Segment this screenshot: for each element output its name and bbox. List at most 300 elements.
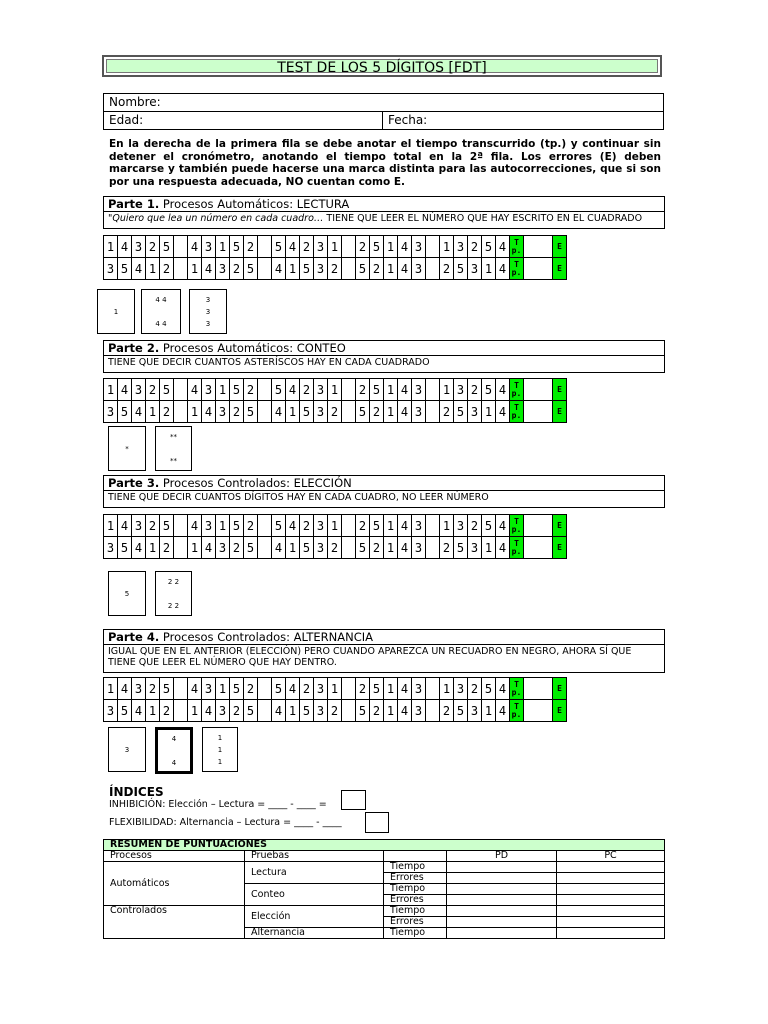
part-description (104, 645, 664, 669)
digit-cell: 1 (146, 537, 160, 559)
digit-cell: 4 (496, 537, 510, 559)
digit-cell: 2 (146, 678, 160, 700)
digit-cell: 4 (132, 537, 146, 559)
part-desc-quote: "Quiero que lea un número en cada cuadro… (108, 213, 324, 224)
digit-cell: 4 (202, 258, 216, 280)
time-entry-cell[interactable] (524, 236, 553, 258)
digit-cell: 4 (496, 401, 510, 423)
spacer-cell (426, 379, 440, 401)
digit-cell: 1 (384, 236, 398, 258)
digit-cell: 4 (286, 236, 300, 258)
digit-cell: 5 (272, 379, 286, 401)
digit-cell: 4 (132, 258, 146, 280)
digit-cell: 2 (146, 515, 160, 537)
pd-cell[interactable] (447, 906, 557, 917)
digit-cell: 3 (216, 258, 230, 280)
digit-cell: 5 (300, 537, 314, 559)
spacer-cell (342, 258, 356, 280)
digit-cell: 5 (160, 379, 174, 401)
digit-cell: 2 (328, 537, 342, 559)
digit-cell: 4 (398, 258, 412, 280)
part-3-header (103, 475, 665, 508)
spacer-cell (342, 379, 356, 401)
digit-cell: 1 (104, 515, 118, 537)
digit-cell: 4 (202, 700, 216, 722)
digit-cell: 5 (454, 401, 468, 423)
example-box (155, 571, 192, 616)
digit-cell: 2 (370, 700, 384, 722)
digit-cell: 1 (440, 678, 454, 700)
digit-cell: 5 (482, 379, 496, 401)
time-entry-cell[interactable] (524, 537, 553, 559)
pc-cell[interactable] (557, 884, 665, 895)
identification-box (103, 93, 664, 130)
metric-time: Tiempo (384, 928, 447, 939)
part-desc-text: TIENE QUE DECIR CUANTOS ASTERÍSCOS HAY EN CADA CUADRADO (108, 357, 430, 368)
digit-cell: 1 (286, 700, 300, 722)
digit-cell: 5 (118, 700, 132, 722)
digit-cell: 4 (132, 401, 146, 423)
part-3-digit-grid (103, 514, 567, 559)
example-box (141, 289, 181, 334)
digit-cell: 3 (454, 515, 468, 537)
spacer-cell (258, 700, 272, 722)
time-label-cell: T p. (510, 515, 524, 537)
spacer-cell (174, 700, 188, 722)
digit-cell: 4 (496, 515, 510, 537)
digit-cell: 3 (104, 258, 118, 280)
digit-cell: 5 (272, 515, 286, 537)
time-entry-cell[interactable] (524, 401, 553, 423)
digit-cell: 2 (440, 537, 454, 559)
spacer-cell (174, 236, 188, 258)
summary-heading: RESUMEN DE PUNTUACIONES (104, 840, 665, 851)
pc-cell[interactable] (557, 873, 665, 884)
time-label-cell: T p. (510, 379, 524, 401)
digit-cell: 1 (286, 537, 300, 559)
digit-cell: 5 (300, 258, 314, 280)
digit-cell: 1 (384, 379, 398, 401)
digit-cell: 3 (132, 236, 146, 258)
metric-time: Tiempo (384, 862, 447, 873)
digit-cell: 2 (244, 236, 258, 258)
spacer-cell (174, 678, 188, 700)
digit-cell: 1 (104, 379, 118, 401)
digit-cell: 1 (384, 515, 398, 537)
errors-label-cell: E (553, 258, 567, 280)
digit-cell: 1 (188, 258, 202, 280)
digit-cell: 4 (118, 515, 132, 537)
digit-cell: 2 (328, 258, 342, 280)
digit-cell: 4 (188, 236, 202, 258)
digit-cell: 2 (230, 258, 244, 280)
metric-errors: Errores (384, 895, 447, 906)
part-label: Parte 2. (108, 341, 160, 355)
digit-cell: 2 (160, 537, 174, 559)
process-controlled: Controlados (104, 906, 245, 939)
part-title (104, 341, 664, 356)
digit-cell: 4 (132, 700, 146, 722)
digit-cell: 5 (300, 700, 314, 722)
pc-cell[interactable] (557, 906, 665, 917)
digit-cell: 4 (188, 678, 202, 700)
digit-cell: 5 (356, 401, 370, 423)
digit-cell: 4 (118, 678, 132, 700)
digit-cell: 4 (496, 700, 510, 722)
part-name: Procesos Automáticos: CONTEO (162, 341, 346, 355)
digit-cell: 1 (216, 515, 230, 537)
test-lectura: Lectura (245, 862, 384, 884)
digit-cell: 5 (230, 678, 244, 700)
digit-cell: 2 (356, 379, 370, 401)
errors-label-cell: E (553, 515, 567, 537)
name-field[interactable]: Nombre: (109, 95, 161, 109)
spacer-cell (342, 700, 356, 722)
digit-cell: 5 (370, 236, 384, 258)
digit-cell: 1 (216, 379, 230, 401)
spacer-cell (426, 258, 440, 280)
digit-cell: 3 (468, 700, 482, 722)
digit-cell: 3 (468, 258, 482, 280)
digit-cell: 3 (412, 258, 426, 280)
digit-cell: 4 (398, 678, 412, 700)
digit-cell: 2 (328, 401, 342, 423)
pd-cell[interactable] (447, 873, 557, 884)
example-box (97, 289, 135, 334)
pd-cell[interactable] (447, 917, 557, 928)
test-title-box (102, 55, 662, 77)
digit-cell: 5 (230, 515, 244, 537)
digit-cell: 3 (216, 700, 230, 722)
digit-cell: 4 (398, 515, 412, 537)
digit-cell: 5 (300, 401, 314, 423)
digit-cell: 4 (496, 236, 510, 258)
flexibility-result-box[interactable] (365, 812, 389, 833)
digit-cell: 4 (286, 379, 300, 401)
age-field[interactable]: Edad: (104, 112, 383, 129)
digit-cell: 5 (244, 258, 258, 280)
digit-cell: 2 (328, 700, 342, 722)
digit-cell: 3 (454, 678, 468, 700)
part-name: Procesos Automáticos: LECTURA (162, 197, 350, 211)
example-box (202, 727, 238, 772)
spacer-cell (174, 401, 188, 423)
digit-cell: 4 (188, 515, 202, 537)
digit-cell: 3 (468, 537, 482, 559)
digit-cell: 1 (384, 700, 398, 722)
digit-cell: 3 (132, 379, 146, 401)
digit-cell: 1 (440, 236, 454, 258)
digit-cell: 1 (286, 401, 300, 423)
digit-cell: 2 (230, 700, 244, 722)
digit-cell: 5 (160, 515, 174, 537)
part-name: Procesos Controlados: ALTERNANCIA (162, 630, 374, 644)
digit-cell: 2 (160, 258, 174, 280)
indices-heading: ÍNDICES (109, 785, 164, 799)
digit-cell: 3 (412, 236, 426, 258)
digit-cell: 5 (356, 258, 370, 280)
col-header-procesos: Procesos (104, 851, 245, 862)
spacer-cell (174, 515, 188, 537)
digit-cell: 2 (370, 401, 384, 423)
part-description (104, 491, 664, 504)
digit-cell: 1 (384, 258, 398, 280)
digit-cell: 3 (104, 537, 118, 559)
digit-cell: 5 (118, 401, 132, 423)
digit-cell: 4 (496, 258, 510, 280)
digit-cell: 1 (216, 236, 230, 258)
digit-cell: 4 (272, 700, 286, 722)
time-entry-cell[interactable] (524, 379, 553, 401)
digit-cell: 2 (300, 678, 314, 700)
col-header-blank (384, 851, 447, 862)
spacer-cell (258, 401, 272, 423)
spacer-cell (258, 537, 272, 559)
digit-cell: 3 (216, 401, 230, 423)
spacer-cell (426, 401, 440, 423)
digit-cell: 2 (468, 379, 482, 401)
digit-cell: 1 (482, 258, 496, 280)
metric-errors: Errores (384, 873, 447, 884)
part-title (104, 476, 664, 491)
digit-cell: 2 (440, 258, 454, 280)
process-automatic: Automáticos (104, 862, 245, 906)
test-conteo: Conteo (245, 884, 384, 906)
digit-cell: 4 (398, 537, 412, 559)
digit-cell: 3 (314, 379, 328, 401)
spacer-cell (342, 236, 356, 258)
pd-cell[interactable] (447, 884, 557, 895)
metric-errors: Errores (384, 917, 447, 928)
inhibition-result-box[interactable] (341, 790, 366, 810)
spacer-cell (258, 678, 272, 700)
digit-cell: 2 (160, 401, 174, 423)
digit-cell: 1 (384, 401, 398, 423)
time-label-cell: T p. (510, 236, 524, 258)
time-entry-cell[interactable] (524, 258, 553, 280)
digit-cell: 1 (328, 678, 342, 700)
digit-cell: 3 (412, 515, 426, 537)
digit-cell: 4 (286, 678, 300, 700)
test-title: TEST DE LOS 5 DÍGITOS [FDT] (106, 59, 658, 73)
flexibility-formula: FLEXIBILIDAD: Alternancia – Lectura = ____ - ____ (109, 817, 342, 828)
digit-cell: 5 (272, 678, 286, 700)
digit-cell: 2 (230, 537, 244, 559)
digit-cell: 1 (104, 678, 118, 700)
digit-cell: 5 (244, 537, 258, 559)
test-eleccion: Elección (245, 906, 384, 928)
digit-cell: 3 (412, 379, 426, 401)
digit-cell: 3 (314, 258, 328, 280)
example-box (108, 571, 146, 616)
digit-cell: 1 (146, 700, 160, 722)
digit-cell: 2 (468, 515, 482, 537)
digit-cell: 1 (146, 258, 160, 280)
digit-cell: 1 (440, 379, 454, 401)
example-content: 3 (124, 745, 130, 754)
digit-cell: 4 (272, 401, 286, 423)
spacer-cell (258, 379, 272, 401)
part-desc-text: TIENE QUE DECIR CUANTOS DÍGITOS HAY EN CADA CUADRO, NO LEER NÚMERO (108, 492, 489, 503)
digit-cell: 2 (468, 678, 482, 700)
part-description (104, 212, 664, 225)
digit-cell: 3 (314, 678, 328, 700)
example-box (189, 289, 227, 334)
digit-cell: 2 (356, 236, 370, 258)
col-header-pruebas: Pruebas (245, 851, 384, 862)
col-header-pc: PC (557, 851, 665, 862)
digit-cell: 5 (272, 236, 286, 258)
digit-cell: 1 (188, 700, 202, 722)
pd-cell[interactable] (447, 862, 557, 873)
digit-cell: 1 (328, 515, 342, 537)
digit-cell: 5 (230, 379, 244, 401)
digit-cell: 1 (440, 515, 454, 537)
digit-cell: 5 (454, 537, 468, 559)
example-content: 1 1 1 (217, 733, 223, 766)
part-title (104, 630, 664, 645)
digit-cell: 1 (482, 700, 496, 722)
metric-time: Tiempo (384, 906, 447, 917)
metric-time: Tiempo (384, 884, 447, 895)
digit-cell: 4 (188, 379, 202, 401)
example-content: 3 3 3 (205, 295, 211, 328)
col-header-pd: PD (447, 851, 557, 862)
digit-cell: 5 (454, 258, 468, 280)
time-entry-cell[interactable] (524, 515, 553, 537)
pd-cell[interactable] (447, 895, 557, 906)
example-box (155, 426, 192, 471)
example-content: 4 4 (171, 734, 177, 767)
spacer-cell (426, 236, 440, 258)
digit-cell: 2 (370, 537, 384, 559)
errors-label-cell: E (553, 537, 567, 559)
digit-cell: 1 (384, 537, 398, 559)
digit-cell: 1 (216, 678, 230, 700)
digit-cell: 5 (160, 678, 174, 700)
spacer-cell (174, 379, 188, 401)
digit-cell: 4 (202, 537, 216, 559)
digit-cell: 2 (146, 379, 160, 401)
digit-cell: 3 (202, 236, 216, 258)
part-label: Parte 3. (108, 476, 160, 490)
digit-cell: 3 (314, 537, 328, 559)
part-description (104, 356, 664, 369)
example-content: 5 (124, 589, 130, 598)
digit-cell: 5 (482, 515, 496, 537)
digit-cell: 4 (272, 258, 286, 280)
time-label-cell: T p. (510, 678, 524, 700)
digit-cell: 5 (230, 236, 244, 258)
time-entry-cell[interactable] (524, 700, 553, 722)
digit-cell: 2 (244, 515, 258, 537)
digit-cell: 3 (202, 379, 216, 401)
part-2-header (103, 340, 665, 373)
part-desc-text: TIENE QUE LEER EL NÚMERO QUE HAY ESCRITO EN EL CUADRADO (323, 213, 643, 224)
example-box (155, 727, 193, 774)
date-field[interactable]: Fecha: (388, 113, 428, 127)
digit-cell: 5 (454, 700, 468, 722)
digit-cell: 4 (202, 401, 216, 423)
digit-cell: 4 (496, 379, 510, 401)
part-2-digit-grid (103, 378, 567, 423)
digit-cell: 4 (398, 379, 412, 401)
pd-cell[interactable] (447, 928, 557, 939)
digit-cell: 3 (314, 700, 328, 722)
spacer-cell (342, 401, 356, 423)
time-label-cell: T p. (510, 537, 524, 559)
part-4-digit-grid (103, 677, 567, 722)
time-entry-cell[interactable] (524, 678, 553, 700)
digit-cell: 2 (300, 515, 314, 537)
summary-table (103, 839, 665, 939)
digit-cell: 4 (118, 236, 132, 258)
digit-cell: 2 (370, 258, 384, 280)
part-4-header (103, 629, 665, 673)
digit-cell: 4 (496, 678, 510, 700)
errors-label-cell: E (553, 700, 567, 722)
digit-cell: 2 (440, 700, 454, 722)
digit-cell: 1 (188, 401, 202, 423)
digit-cell: 5 (370, 515, 384, 537)
digit-cell: 5 (118, 537, 132, 559)
digit-cell: 5 (160, 236, 174, 258)
digit-cell: 2 (244, 379, 258, 401)
digit-cell: 2 (356, 515, 370, 537)
digit-cell: 3 (412, 700, 426, 722)
pc-cell[interactable] (557, 895, 665, 906)
pc-cell[interactable] (557, 862, 665, 873)
pc-cell[interactable] (557, 917, 665, 928)
part-title (104, 197, 664, 212)
digit-cell: 4 (398, 236, 412, 258)
errors-label-cell: E (553, 401, 567, 423)
part-1-header (103, 196, 665, 229)
instructions: En la derecha de la primera fila se debe anotar el tiempo transcurrido (tp.) y continuar sin detener el cronómetro, anotando el tiempo total en la 2ª fila. Los errores (E) deben marcarse y también puede hacerse una marca distinta para las autocorrecciones, que si son por una respuesta adecuada, NO cuentan como E. (109, 138, 661, 188)
digit-cell: 5 (356, 537, 370, 559)
spacer-cell (426, 678, 440, 700)
digit-cell: 1 (384, 678, 398, 700)
part-desc-text: IGUAL QUE EN EL ANTERIOR (ELECCIÓN) PERO CUANDO APAREZCA UN RECUADRO EN NEGRO, AHORA SÍ QUE TIENE QUE LEER EL NÚMERO QUE HAY DENTRO. (108, 646, 632, 668)
digit-cell: 5 (370, 379, 384, 401)
time-label-cell: T p. (510, 258, 524, 280)
example-content: 2 2 2 2 (167, 577, 180, 610)
digit-cell: 1 (482, 401, 496, 423)
digit-cell: 1 (328, 236, 342, 258)
digit-cell: 5 (370, 678, 384, 700)
digit-cell: 3 (412, 537, 426, 559)
pc-cell[interactable] (557, 928, 665, 939)
digit-cell: 2 (244, 678, 258, 700)
digit-cell: 5 (118, 258, 132, 280)
digit-cell: 2 (356, 678, 370, 700)
digit-cell: 2 (146, 236, 160, 258)
digit-cell: 4 (118, 379, 132, 401)
digit-cell: 2 (230, 401, 244, 423)
test-alternancia: Alternancia (245, 928, 384, 939)
spacer-cell (174, 258, 188, 280)
digit-cell: 4 (398, 401, 412, 423)
digit-cell: 3 (216, 537, 230, 559)
digit-cell: 3 (104, 700, 118, 722)
digit-cell: 3 (314, 401, 328, 423)
digit-cell: 3 (202, 515, 216, 537)
digit-cell: 5 (356, 700, 370, 722)
errors-label-cell: E (553, 379, 567, 401)
spacer-cell (174, 537, 188, 559)
digit-cell: 1 (482, 537, 496, 559)
errors-label-cell: E (553, 678, 567, 700)
